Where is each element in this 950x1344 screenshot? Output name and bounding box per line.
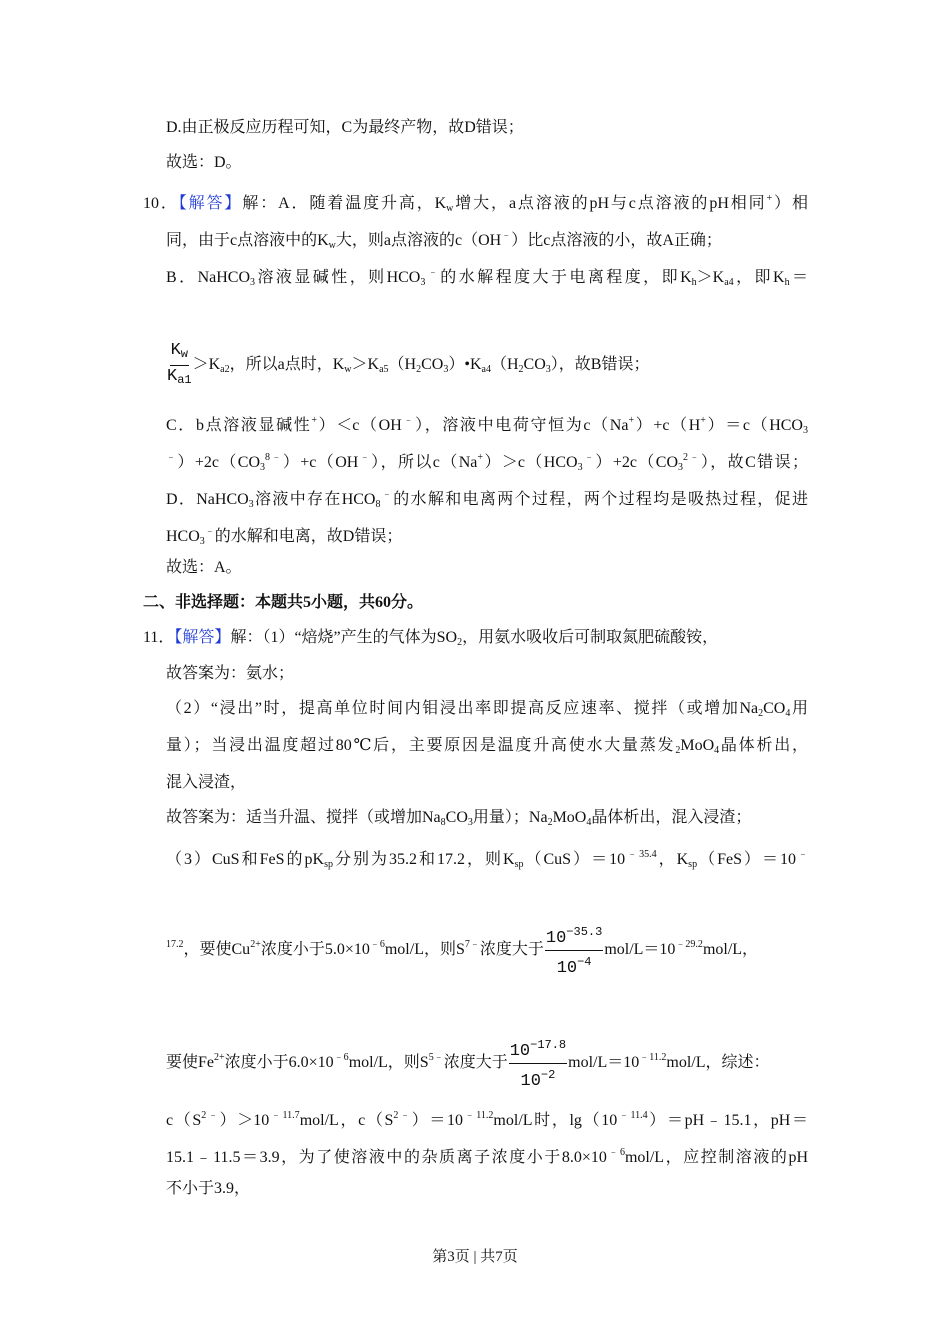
- answer-label: 【解答】: [174, 629, 231, 646]
- text-line: [166, 226, 808, 256]
- text-line: [143, 593, 808, 613]
- superscript: ﹣: [380, 489, 394, 500]
- subscript: 3: [260, 462, 266, 473]
- superscript: ﹣: [425, 267, 441, 278]
- text-run: ）＞c（HCO: [483, 454, 578, 471]
- text-run: 故答案为：氨水；: [166, 665, 295, 682]
- subscript: 3: [248, 499, 254, 510]
- text-run: ）•K: [448, 356, 482, 374]
- superscript: ﹣11.2: [639, 1052, 667, 1064]
- subscript: 4: [586, 817, 592, 828]
- superscript: +: [311, 415, 318, 426]
- fraction-numerator: [509, 1034, 567, 1064]
- fraction: [167, 340, 192, 391]
- text-run: 同，由于c点溶液中的K: [166, 232, 329, 249]
- text-line: [166, 699, 808, 719]
- fraction-denominator: [167, 366, 192, 391]
- text-line: [166, 558, 808, 578]
- superscript: ﹣6: [606, 1147, 625, 1158]
- subscript: 2: [518, 364, 524, 376]
- text-line: [143, 628, 808, 653]
- superscript: +: [477, 452, 484, 463]
- subscript: sp: [514, 859, 524, 870]
- text-run: C．b点溶液显碱性: [166, 417, 312, 434]
- text-run: （2）“浸出”时，提高单位时间内钼浸出率即提高反应速率、搅拌（或增加Na: [166, 700, 759, 717]
- text-run: K: [167, 367, 178, 386]
- text-run: mol/L，: [702, 941, 759, 959]
- text-run: ，K: [656, 851, 689, 868]
- text-run: （FeS）＝10: [697, 851, 796, 868]
- superscript: 2+: [214, 1052, 225, 1064]
- text-run: 故选：D。: [166, 154, 242, 171]
- subscript: 8: [440, 817, 446, 828]
- text-run: （CuS）＝10: [523, 851, 626, 868]
- subscript: a1: [177, 373, 192, 387]
- text-run: ＞K: [696, 269, 725, 286]
- text-line: [166, 664, 808, 684]
- text-line: [166, 522, 808, 552]
- text-run: mol/L，则S: [384, 941, 465, 959]
- text-line: [166, 1179, 808, 1199]
- text-run: 浓度小于6.0×10: [224, 1054, 334, 1072]
- text-run: 15.1﹣11.5＝3.9，为了使溶液中的杂质离子浓度小于8.0×10: [166, 1149, 607, 1166]
- subscript: 4: [714, 745, 720, 756]
- text-run: mol/L，c（S: [299, 1112, 394, 1129]
- superscript: 7﹣: [464, 939, 480, 951]
- superscript: 2+: [250, 939, 261, 951]
- text-run: B．NaHCO: [166, 269, 251, 286]
- text-run: ）+c（OH: [282, 454, 359, 471]
- text-run: ）+c（H: [634, 417, 701, 434]
- text-line: [166, 1106, 808, 1129]
- text-run: CO: [445, 809, 468, 826]
- text-run: 混入浸渣，: [166, 774, 247, 791]
- text-run: mol/L＝10: [604, 941, 676, 959]
- text-run: 的水解和电离，故D错误；: [214, 528, 403, 545]
- text-run: （H: [490, 356, 519, 374]
- fraction: [509, 1034, 567, 1093]
- text-run: K: [170, 341, 181, 360]
- text-run: 10: [545, 929, 567, 948]
- text-run: CO: [523, 356, 546, 374]
- subscript: 3: [803, 425, 808, 436]
- superscript: −17.8: [530, 1038, 567, 1052]
- subscript: 2: [416, 364, 422, 376]
- text-run: 故选：A。: [166, 559, 242, 576]
- text-run: 10．: [143, 195, 179, 212]
- superscript: ﹣6: [333, 1052, 349, 1064]
- superscript: ﹣: [501, 230, 512, 241]
- text-run: c（S: [166, 1112, 202, 1129]
- text-run: 二、非选择题：本题共5小题，共60分。: [143, 594, 424, 611]
- text-run: 浓度大于: [479, 941, 544, 959]
- subscript: 3: [467, 817, 473, 828]
- text-run: 解：（1）“焙烧”产生的气体为SO: [230, 629, 458, 646]
- text-run: ），故C错误；: [700, 454, 808, 471]
- superscript: 2﹣: [201, 1110, 220, 1121]
- fraction-denominator: [521, 1064, 556, 1093]
- text-run: 用: [790, 700, 808, 717]
- text-run: ）+2c（CO: [177, 454, 261, 471]
- text-run: ）＝c（HCO: [705, 417, 803, 434]
- text-line: [166, 808, 808, 833]
- text-run: mol/L，综述：: [666, 1054, 770, 1072]
- superscript: ﹣: [582, 452, 596, 463]
- superscript: ﹣: [796, 849, 809, 860]
- superscript: −4: [577, 955, 592, 969]
- text-run: ），故B错误；: [550, 356, 650, 374]
- subscript: sp: [324, 859, 333, 870]
- superscript: 2﹣: [393, 1110, 412, 1121]
- subscript: a4: [481, 364, 491, 376]
- text-line: [166, 736, 808, 756]
- text-run: ，要使Cu: [183, 941, 251, 959]
- text-run: mol/L，则S: [348, 1054, 429, 1072]
- superscript: ﹣11.4: [617, 1110, 648, 1121]
- text-run: 晶体析出，混入浸渣；: [591, 809, 752, 826]
- text-line: [143, 189, 808, 214]
- subscript: 3: [420, 277, 426, 288]
- superscript: 5﹣: [428, 1052, 444, 1064]
- text-run: 10: [556, 959, 578, 978]
- text-run: ），溶液中电荷守恒为c（Na: [415, 417, 629, 434]
- text-run: ＞K: [192, 356, 221, 374]
- text-run: 故答案为：适当升温、搅拌（或增加Na: [166, 809, 441, 826]
- text-run: ，所以a点时，K: [229, 356, 345, 374]
- superscript: −2: [540, 1068, 556, 1082]
- superscript: 17.2: [166, 939, 184, 951]
- text-run: ）＝10: [411, 1112, 463, 1129]
- text-run: 分别为35.2和17.2，则K: [332, 851, 515, 868]
- text-run: 的水解和电离两个过程，两个过程均是吸热过程，促进: [393, 491, 808, 508]
- text-run: mol/L，应控制溶液的pH: [624, 1149, 808, 1166]
- subscript: h: [784, 277, 790, 288]
- text-run: MoO: [680, 737, 715, 754]
- text-run: 不小于3.9，: [166, 1180, 251, 1197]
- fraction-denominator: [557, 951, 592, 980]
- subscript: 3: [577, 462, 583, 473]
- superscript: ﹣: [166, 452, 178, 463]
- text-run: 10: [520, 1072, 541, 1091]
- text-line: [166, 845, 809, 870]
- text-run: 溶液显碱性，则HCO: [255, 269, 421, 286]
- text-run: ，即K: [733, 269, 785, 286]
- answer-label: 【解答】: [178, 195, 243, 212]
- fraction-numerator: [170, 340, 189, 366]
- subscript: a4: [724, 277, 734, 288]
- subscript: 2: [547, 817, 553, 828]
- text-line: [166, 153, 808, 173]
- superscript: 2﹣: [683, 452, 701, 463]
- text-run: 浓度小于5.0×10: [260, 941, 370, 959]
- page-footer: 第3页 | 共7页: [432, 1249, 518, 1265]
- text-run: ＝: [789, 269, 809, 286]
- superscript: ﹣11.7: [269, 1110, 300, 1121]
- subscript: 3: [678, 462, 684, 473]
- superscript: ﹣: [401, 415, 416, 426]
- text-line: [166, 340, 808, 391]
- text-run: ，用氨水吸收后可制取氮肥硫酸铵，: [462, 629, 719, 646]
- subscript: 4: [785, 708, 791, 719]
- text-run: ）＜c（OH: [317, 417, 402, 434]
- subscript: h: [691, 277, 697, 288]
- text-line: [166, 263, 809, 288]
- superscript: ﹣: [358, 452, 372, 463]
- superscript: ﹣29.2: [675, 939, 703, 951]
- text-line: [166, 411, 808, 436]
- text-line: [166, 118, 808, 138]
- subscript: 8: [375, 499, 381, 510]
- subscript: 3: [545, 364, 551, 376]
- text-run: ）相: [772, 195, 808, 212]
- text-run: D.由正极反应历程可知，C为最终产物，故D错误；: [166, 119, 524, 136]
- subscript: 2: [758, 708, 764, 719]
- text-run: CO: [421, 356, 444, 374]
- text-line: [166, 448, 808, 473]
- text-run: mol/L时，lg（10: [493, 1112, 618, 1129]
- text-run: 10: [509, 1042, 531, 1061]
- subscript: w: [344, 364, 352, 376]
- text-run: 大，则a点溶液的c（OH: [335, 232, 502, 249]
- superscript: +: [628, 415, 635, 426]
- text-run: 解：A．随着温度升高，K: [242, 195, 447, 212]
- superscript: −35.3: [566, 925, 603, 939]
- text-run: ）+2c（CO: [595, 454, 679, 471]
- subscript: a2: [220, 364, 230, 376]
- text-line: [166, 921, 808, 980]
- text-line: [166, 773, 808, 793]
- superscript: ﹣35.4: [625, 849, 657, 860]
- fraction: [545, 921, 603, 980]
- superscript: ﹣11.2: [462, 1110, 494, 1121]
- superscript: ﹣6: [369, 939, 385, 951]
- text-run: 溶液中存在HCO: [253, 491, 376, 508]
- subscript: 3: [443, 364, 449, 376]
- text-run: ）＝pH﹣15.1，pH＝: [647, 1112, 808, 1129]
- text-line: [166, 1034, 808, 1093]
- text-line: [166, 1143, 808, 1166]
- text-run: CO: [763, 700, 786, 717]
- superscript: 8﹣: [265, 452, 283, 463]
- text-run: HCO: [166, 528, 200, 545]
- text-run: 晶体析出，: [719, 737, 808, 754]
- text-run: ）比c点溶液的小，故A正确；: [511, 232, 722, 249]
- subscript: w: [180, 347, 188, 361]
- text-run: 11．: [143, 629, 175, 646]
- text-line: [166, 485, 808, 510]
- text-run: ＞K: [351, 356, 380, 374]
- subscript: 3: [199, 536, 205, 547]
- subscript: w: [328, 240, 336, 251]
- text-run: 浓度大于: [443, 1054, 508, 1072]
- text-run: 增大，a点溶液的pH与c点溶液的pH相同: [453, 195, 767, 212]
- superscript: +: [700, 415, 706, 426]
- text-run: ）＞10: [219, 1112, 270, 1129]
- subscript: 2: [675, 745, 681, 756]
- text-run: 的水解程度大于电离程度，即K: [440, 269, 692, 286]
- text-run: 要使Fe: [166, 1054, 215, 1072]
- subscript: sp: [688, 859, 698, 870]
- text-run: mol/L＝10: [568, 1054, 640, 1072]
- text-run: ），所以c（Na: [371, 454, 478, 471]
- text-run: 用量）；Na: [472, 809, 548, 826]
- text-run: 量）；当浸出温度超过80℃后，主要原因是温度升高使水大量蒸发: [166, 737, 676, 754]
- text-run: （3）CuS和FeS的pK: [166, 851, 325, 868]
- superscript: ﹣: [204, 526, 215, 537]
- fraction-numerator: [545, 921, 603, 951]
- subscript: 2: [457, 637, 463, 648]
- subscript: a5: [379, 364, 389, 376]
- text-run: MoO: [552, 809, 587, 826]
- text-run: D．NaHCO: [166, 491, 249, 508]
- subscript: w: [446, 203, 454, 214]
- subscript: 3: [250, 277, 256, 288]
- superscript: +: [766, 193, 773, 204]
- text-run: （H: [388, 356, 417, 374]
